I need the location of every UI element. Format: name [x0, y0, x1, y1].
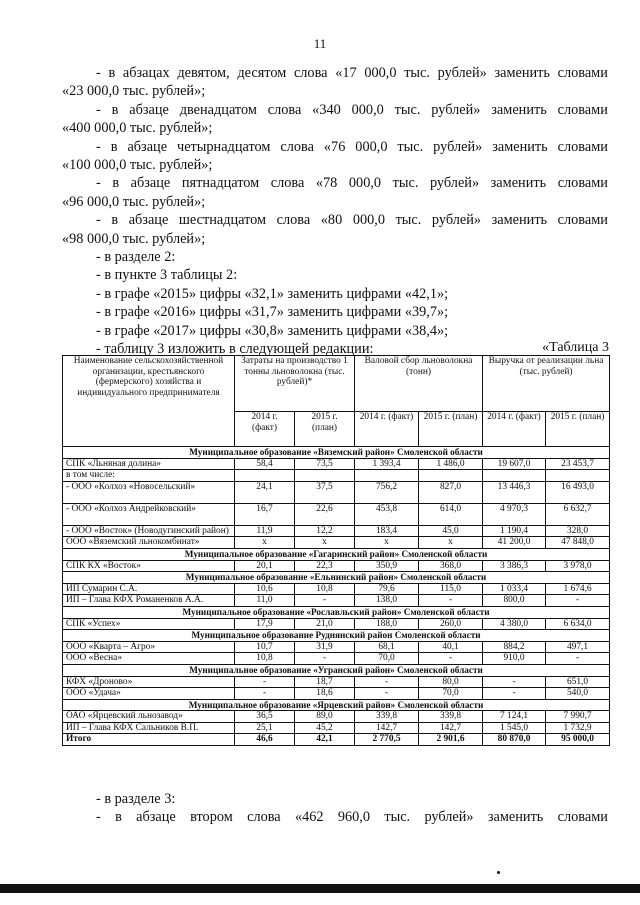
table-row	[63, 653, 610, 665]
value-cell: 11,9	[235, 525, 295, 537]
table-row	[63, 722, 610, 734]
organization-cell: ООО «Весна»	[63, 653, 235, 665]
word: 000,0	[352, 212, 385, 229]
value-cell: 884,2	[483, 641, 546, 653]
organization-cell: Итого	[63, 734, 235, 746]
paragraph-line	[62, 101, 608, 119]
bullet-line: - в графе «2016» цифры «31,7» заменить цифрами «39,7»;	[96, 304, 449, 321]
table-row	[63, 458, 610, 470]
value-cell: 45,0	[419, 525, 483, 537]
value-cell: 36,5	[235, 711, 295, 723]
value-cell: 18,6	[295, 688, 355, 700]
value-cell: -	[295, 595, 355, 607]
value-cell: 16 493,0	[546, 481, 610, 503]
word: слова	[247, 809, 281, 826]
organization-cell: ИП – Глава КФХ Сальников В.П.	[63, 722, 235, 734]
value-cell: 70,0	[419, 688, 483, 700]
word: рублей»	[431, 101, 481, 118]
header-revenue: Выручка от реализации льна (тыс. рублей)	[483, 356, 610, 412]
value-cell: 1 033,4	[483, 583, 546, 595]
value-cell: 19 607,0	[483, 458, 546, 470]
word: -	[96, 101, 101, 118]
word: словами	[557, 175, 608, 192]
value-cell: 183,4	[355, 525, 419, 537]
bullet-line: - в графе «2017» цифры «30,8» заменить цифрами «38,4»;	[96, 322, 449, 339]
value-cell: 12,2	[295, 525, 355, 537]
region-row	[63, 699, 610, 711]
value-cell: 23 453,7	[546, 458, 610, 470]
value-cell: 4 970,3	[483, 503, 546, 525]
value-cell: -	[355, 688, 419, 700]
value-cell: -	[483, 676, 546, 688]
value-cell: 80 870,0	[483, 734, 546, 746]
value-cell: 827,0	[419, 481, 483, 503]
value-cell: -	[546, 653, 610, 665]
value-cell: 47 848,0	[546, 537, 610, 549]
value-cell: 6 634,0	[546, 618, 610, 630]
value-cell: 339,8	[355, 711, 419, 723]
word: абзацах	[122, 65, 170, 81]
word: в	[110, 138, 118, 155]
value-cell: 2 770,5	[355, 734, 419, 746]
word: словами	[557, 809, 608, 826]
word: тыс.	[394, 101, 421, 118]
bullet-line: - таблицу 3 изложить в следующей редакции:	[96, 341, 374, 358]
value-cell: 31,9	[295, 641, 355, 653]
header-organization: Наименование сельскохозяйственной организации, крестьянского (фермерского) хозяйства и индивидуального предпринимателя	[63, 356, 235, 447]
value-cell: 1 732,9	[546, 722, 610, 734]
value-cell: 1 545,0	[483, 722, 546, 734]
word: десятом	[237, 65, 287, 81]
word: словами	[557, 212, 608, 229]
word: -	[96, 175, 101, 192]
word: в	[111, 212, 119, 229]
value-cell: 22,6	[295, 503, 355, 525]
paragraph-line	[62, 211, 608, 229]
region-row	[63, 630, 610, 642]
word: -	[96, 65, 101, 81]
value-cell: 614,0	[419, 503, 483, 525]
organization-cell: СПК «Льняная долина»	[63, 458, 235, 470]
value-cell: 24,1	[235, 481, 295, 503]
paragraph-line	[62, 138, 608, 156]
value-cell: 89,0	[295, 711, 355, 723]
region-row	[63, 606, 610, 618]
table-row	[63, 537, 610, 549]
paragraph-list	[62, 64, 608, 248]
paragraph-line	[62, 64, 608, 82]
value-cell: 540,0	[546, 688, 610, 700]
value-cell: 58,4	[235, 458, 295, 470]
total-row	[63, 734, 610, 746]
value-cell: 11,0	[235, 595, 295, 607]
word: заменить	[490, 175, 547, 192]
word: словами	[557, 138, 608, 155]
bullet-line: - в разделе 2:	[96, 249, 176, 266]
organization-cell: СПК «Успех»	[63, 618, 235, 630]
word: «80	[320, 212, 343, 229]
organization-cell: - ООО «Восток» (Новодугинский район)	[63, 525, 235, 537]
header-costs: Затраты на производство 1 тонны льноволокна (тыс. рублей)*	[235, 356, 355, 412]
word: 960,0	[337, 809, 371, 826]
organization-cell: ИП – Глава КФХ Романенков А.А.	[63, 595, 235, 607]
word: двенадцатом	[179, 101, 257, 118]
table-row	[63, 641, 610, 653]
word: 000,0	[351, 101, 384, 118]
organization-cell: - ООО «Колхоз «Новосельский»	[63, 481, 235, 503]
header-revenue-2014: 2014 г. (факт)	[483, 412, 546, 447]
table-row	[63, 560, 610, 572]
value-cell: -	[419, 653, 483, 665]
after-line-1: - в разделе 3:	[96, 791, 176, 807]
word: пятнадцатом	[181, 175, 260, 192]
word: шестнадцатом	[178, 212, 267, 229]
value-cell	[483, 470, 546, 482]
region-row	[63, 664, 610, 676]
header-costs-2014: 2014 г. (факт)	[235, 412, 295, 447]
organization-cell: ИП Сумарин С.А.	[63, 583, 235, 595]
value-cell	[419, 470, 483, 482]
organization-cell: ООО «Вяземский льнокомбинат»	[63, 537, 235, 549]
word: рублей»	[424, 809, 474, 826]
value-cell: 497,1	[546, 641, 610, 653]
word: рублей»	[433, 138, 483, 155]
region-row	[63, 447, 610, 459]
value-cell: 18,7	[295, 676, 355, 688]
word: девятом,	[177, 65, 230, 81]
value-cell: 42,1	[295, 734, 355, 746]
region-row	[63, 572, 610, 584]
value-cell: х	[295, 537, 355, 549]
word: втором	[190, 809, 233, 826]
word: в	[112, 175, 120, 192]
region-title: Муниципальное образование «Ельнинский район» Смоленской области	[63, 572, 610, 584]
word: тыс.	[397, 138, 424, 155]
paragraph-line: «96 000,0 тыс. рублей»;	[62, 193, 206, 210]
table-row	[63, 481, 610, 503]
region-row	[63, 548, 610, 560]
word: «17	[335, 65, 357, 81]
value-cell: 7 124,1	[483, 711, 546, 723]
value-cell: 260,0	[419, 618, 483, 630]
word: в	[108, 65, 116, 81]
value-cell: 1 393,4	[355, 458, 419, 470]
word: абзаце	[128, 212, 169, 229]
table-row	[63, 470, 610, 482]
word: тыс.	[384, 809, 411, 826]
word: слова	[280, 138, 314, 155]
scan-speck	[497, 871, 500, 874]
table-body	[63, 447, 610, 746]
word: в	[115, 809, 122, 826]
value-cell: 142,7	[419, 722, 483, 734]
word: «78	[315, 175, 338, 192]
region-title: Муниципальное образование «Угранский район» Смоленской области	[63, 664, 610, 676]
value-cell: х	[355, 537, 419, 549]
value-cell: 1 674,6	[546, 583, 610, 595]
value-cell: 80,0	[419, 676, 483, 688]
header-gross-2014: 2014 г. (факт)	[355, 412, 419, 447]
value-cell: х	[419, 537, 483, 549]
paragraph-line: «98 000,0 тыс. рублей»;	[62, 230, 206, 247]
word: слова	[293, 65, 328, 81]
table-row	[63, 595, 610, 607]
value-cell: 79,6	[355, 583, 419, 595]
word: абзаце	[130, 175, 171, 192]
value-cell: 10,7	[235, 641, 295, 653]
value-cell: 16,7	[235, 503, 295, 525]
word: слова	[276, 212, 311, 229]
value-cell: х	[235, 537, 295, 549]
word: -	[96, 212, 101, 229]
value-cell: -	[483, 688, 546, 700]
word: 000,0	[364, 65, 397, 81]
value-cell: -	[235, 688, 295, 700]
value-cell: 41 200,0	[483, 537, 546, 549]
region-title: Муниципальное образование «Гагаринский район» Смоленской области	[63, 548, 610, 560]
word: словами	[557, 101, 608, 118]
word: заменить	[494, 65, 550, 81]
value-cell: 45,2	[295, 722, 355, 734]
value-cell: 910,0	[483, 653, 546, 665]
paragraph-line	[62, 174, 608, 192]
value-cell: 68,1	[355, 641, 419, 653]
organization-cell: ОАО «Ярцевский льнозавод»	[63, 711, 235, 723]
paragraph-line: «100 000,0 тыс. рублей»;	[62, 157, 213, 174]
value-cell: 6 632,7	[546, 503, 610, 525]
value-cell	[546, 470, 610, 482]
table-row	[63, 676, 610, 688]
value-cell: 40,1	[419, 641, 483, 653]
organization-cell: СПК КХ «Восток»	[63, 560, 235, 572]
word: «76	[323, 138, 346, 155]
value-cell: 3 386,3	[483, 560, 546, 572]
value-cell: 1 486,0	[419, 458, 483, 470]
table-row	[63, 583, 610, 595]
value-cell: 37,5	[295, 481, 355, 503]
header-costs-2015: 2015 г. (план)	[295, 412, 355, 447]
flax-table	[62, 355, 610, 746]
page-number: 11	[313, 36, 327, 51]
word: заменить	[492, 138, 548, 155]
paragraph-line: «400 000,0 тыс. рублей»;	[62, 120, 213, 137]
value-cell: 4 380,0	[483, 618, 546, 630]
value-cell: 13 446,3	[483, 481, 546, 503]
word: словами	[557, 65, 608, 81]
paragraph-line: «23 000,0 тыс. рублей»;	[62, 83, 206, 100]
header-gross-2015: 2015 г. (план)	[419, 412, 483, 447]
word: тыс.	[395, 212, 422, 229]
amendment-text	[62, 64, 608, 359]
value-cell: -	[235, 676, 295, 688]
organization-cell: ООО «Удача»	[63, 688, 235, 700]
table-caption: «Таблица 3	[542, 340, 609, 355]
table-row	[63, 688, 610, 700]
value-cell: 350,9	[355, 560, 419, 572]
value-cell: 339,8	[419, 711, 483, 723]
region-title: Муниципальное образование «Вяземский район» Смоленской области	[63, 447, 610, 459]
organization-cell: КФХ «Дроново»	[63, 676, 235, 688]
region-title: Муниципальное образование «Ярцевский район» Смоленской области	[63, 699, 610, 711]
word: слова	[270, 175, 305, 192]
value-cell	[355, 470, 419, 482]
value-cell: 7 990,7	[546, 711, 610, 723]
word: рублей»	[429, 175, 480, 192]
value-cell: 95 000,0	[546, 734, 610, 746]
header-revenue-2015: 2015 г. (план)	[546, 412, 610, 447]
value-cell: 800,0	[483, 595, 546, 607]
value-cell: -	[419, 595, 483, 607]
word: рублей»	[431, 212, 482, 229]
value-cell: 115,0	[419, 583, 483, 595]
bullet-line: - в пункте 3 таблицы 2:	[96, 267, 238, 284]
value-cell: 10,8	[295, 583, 355, 595]
word: -	[96, 809, 101, 826]
value-cell: 73,5	[295, 458, 355, 470]
value-cell: 328,0	[546, 525, 610, 537]
organization-cell: - ООО «Колхоз Андрейковский»	[63, 503, 235, 525]
table-row	[63, 618, 610, 630]
word: «462	[294, 809, 324, 826]
table-row	[63, 503, 610, 525]
table-row	[63, 711, 610, 723]
organization-cell: ООО «Кварта – Агро»	[63, 641, 235, 653]
organization-cell: в том числе:	[63, 470, 235, 482]
value-cell: 368,0	[419, 560, 483, 572]
value-cell: 3 978,0	[546, 560, 610, 572]
value-cell: 756,2	[355, 481, 419, 503]
after-line-2	[62, 808, 608, 826]
value-cell: 70,0	[355, 653, 419, 665]
word: тыс.	[404, 65, 430, 81]
value-cell: 10,8	[235, 653, 295, 665]
value-cell: -	[546, 595, 610, 607]
bullet-line: - в графе «2015» цифры «32,1» заменить цифрами «42,1»;	[96, 285, 449, 302]
word: 000,0	[348, 175, 382, 192]
value-cell: 46,6	[235, 734, 295, 746]
bullet-list	[62, 248, 608, 358]
word: заменить	[491, 212, 548, 229]
value-cell: 20,1	[235, 560, 295, 572]
word: рублей»	[437, 65, 487, 81]
word: абзаце	[136, 809, 176, 826]
header-gross: Валовой сбор льноволокна (тонн)	[355, 356, 483, 412]
word: абзаце	[129, 101, 169, 118]
value-cell: 138,0	[355, 595, 419, 607]
value-cell	[295, 470, 355, 482]
value-cell: 453,8	[355, 503, 419, 525]
value-cell: 1 190,4	[483, 525, 546, 537]
value-cell	[235, 470, 295, 482]
value-cell: 651,0	[546, 676, 610, 688]
word: «340	[312, 101, 341, 118]
word: заменить	[491, 101, 547, 118]
table-row	[63, 525, 610, 537]
value-cell: 2 901,6	[419, 734, 483, 746]
word: в	[111, 101, 119, 118]
region-title: Муниципальное образование Руднянский район Смоленской области	[63, 630, 610, 642]
word: 000,0	[355, 138, 388, 155]
scan-border	[0, 884, 640, 893]
value-cell: 25,1	[235, 722, 295, 734]
region-title: Муниципальное образование «Рославльский район» Смоленской области	[63, 606, 610, 618]
value-cell: -	[295, 653, 355, 665]
word: заменить	[487, 809, 544, 826]
word: абзаце	[127, 138, 168, 155]
value-cell: 21,0	[295, 618, 355, 630]
value-cell: 142,7	[355, 722, 419, 734]
word: -	[96, 138, 101, 155]
word: тыс.	[392, 175, 419, 192]
word: слова	[267, 101, 302, 118]
value-cell: -	[355, 676, 419, 688]
value-cell: 17,9	[235, 618, 295, 630]
value-cell: 188,0	[355, 618, 419, 630]
value-cell: 22,3	[295, 560, 355, 572]
continuation-text	[62, 790, 608, 827]
word: четырнадцатом	[177, 138, 271, 155]
value-cell: 10,6	[235, 583, 295, 595]
